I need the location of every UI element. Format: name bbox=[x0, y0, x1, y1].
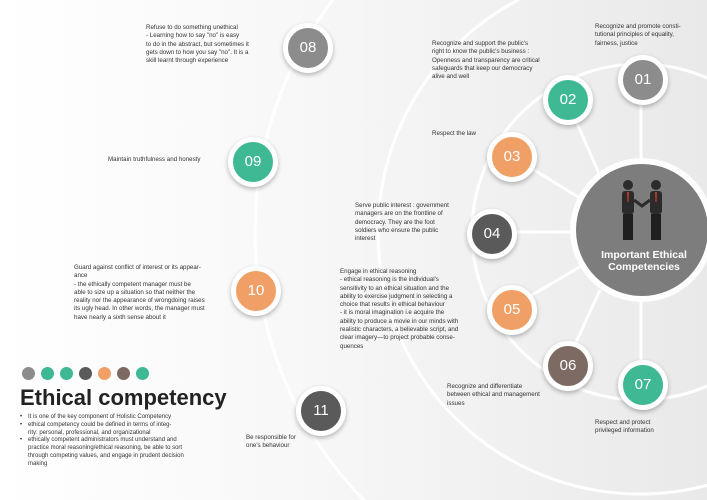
person-right-legs bbox=[651, 214, 661, 240]
label-line: fairness, justice bbox=[595, 39, 638, 47]
node-09: 09 bbox=[228, 137, 278, 187]
label-line: realistic characters, a believable script, and bbox=[340, 326, 459, 334]
label-line: - Learning how to say "no" is easy bbox=[146, 32, 240, 40]
handshake-arms bbox=[634, 200, 650, 206]
label-line: issues bbox=[447, 399, 465, 407]
bullet-item bbox=[20, 414, 248, 422]
label-line: soldiers who ensure the public bbox=[355, 226, 439, 234]
label-line: its ugly head. In other words, the manager must bbox=[74, 305, 205, 313]
label-line: Recognize and differentiate bbox=[447, 383, 523, 390]
color-dot bbox=[79, 367, 92, 380]
label-line: tutional principles of equality, bbox=[595, 31, 674, 39]
label-11 bbox=[246, 434, 316, 451]
node-06: 06 bbox=[543, 341, 593, 391]
label-02 bbox=[432, 40, 572, 81]
label-06 bbox=[447, 383, 557, 408]
bullet-line: through competing values, and engage in prudent decision bbox=[28, 452, 184, 459]
bullet-line: rity: personal, professional, and organizational bbox=[28, 429, 151, 436]
label-line: Maintain truthfulness and honesty bbox=[108, 156, 201, 163]
color-dot bbox=[60, 367, 73, 380]
label-line: ability to exercise judgment in selecting a bbox=[340, 292, 453, 300]
label-line: gets down to how you say "no". It is a bbox=[146, 48, 249, 56]
node-08: 08 bbox=[283, 23, 333, 73]
section-bullets bbox=[20, 414, 248, 469]
label-line: choice that results in ethical behaviour bbox=[340, 301, 445, 309]
label-line: one's behaviour bbox=[246, 442, 290, 450]
bullet-line: • ethical competency could be defined in terms of integ- bbox=[28, 421, 172, 428]
color-dots bbox=[22, 367, 149, 380]
person-right-head bbox=[651, 180, 661, 190]
bullet-line: • It is one of the key component of Holistic Competency bbox=[28, 414, 172, 420]
bullet-line: making bbox=[28, 460, 48, 467]
label-line: democracy. They are the foot bbox=[355, 218, 435, 226]
label-line: between ethical and management bbox=[447, 391, 540, 399]
label-line: Respect the law bbox=[432, 130, 477, 137]
color-dot bbox=[22, 367, 35, 380]
label-line: sensitivity to an ethical situation and the bbox=[340, 284, 450, 292]
section-title: Ethical competency bbox=[20, 385, 227, 410]
label-line: ance bbox=[74, 272, 88, 280]
label-line: right to know the public's business : bbox=[432, 48, 530, 56]
label-10 bbox=[74, 264, 229, 322]
label-09 bbox=[108, 156, 228, 164]
label-line: alive and well bbox=[432, 73, 470, 81]
node-05: 05 bbox=[487, 285, 537, 335]
node-11: 11 bbox=[296, 386, 346, 436]
label-01 bbox=[595, 23, 703, 48]
color-dot bbox=[117, 367, 130, 380]
label-line: reality nor the appearance of wrongdoing raises bbox=[74, 297, 205, 305]
label-line: Refuse to do something unethical bbox=[146, 24, 238, 31]
bullet-line: practice moral reasoning/ethical reasoning, be able to sort bbox=[28, 445, 183, 452]
label-line: skill learnt through experience bbox=[146, 57, 229, 65]
color-dot bbox=[136, 367, 149, 380]
node-01: 01 bbox=[618, 55, 668, 105]
label-line: Guard against conflict of interest or its appear- bbox=[74, 264, 201, 271]
label-line: interest bbox=[355, 235, 376, 243]
node-07: 07 bbox=[618, 360, 668, 410]
label-line: able to size up a situation so that neither the bbox=[74, 288, 196, 296]
bullet-line: • ethically competent administrators must understand and bbox=[28, 437, 177, 444]
hub-title: Important Ethical Competencies bbox=[601, 249, 687, 273]
label-line: Recognize and support the public's bbox=[432, 40, 529, 47]
node-03: 03 bbox=[487, 132, 537, 182]
label-line: - the ethically competent manager must be bbox=[74, 280, 191, 288]
label-line: Recognize and promote consti- bbox=[595, 23, 681, 30]
label-line: quences bbox=[340, 342, 364, 350]
label-line: Engage in ethical reasoning bbox=[340, 268, 417, 275]
label-line: to do in the abstract, but sometimes it bbox=[146, 40, 249, 48]
bullet-item bbox=[20, 422, 248, 438]
label-line: Serve public interest : government bbox=[355, 202, 449, 209]
label-line: Respect and protect bbox=[595, 419, 651, 426]
label-05 bbox=[340, 268, 485, 351]
person-left-head bbox=[623, 180, 633, 190]
label-line: - it is moral imagination i.e acquire the bbox=[340, 309, 445, 317]
person-left-legs bbox=[623, 214, 633, 240]
color-dot bbox=[98, 367, 111, 380]
label-08 bbox=[146, 24, 278, 65]
label-line: ability to produce a movie in our minds with bbox=[340, 317, 459, 325]
bullet-item bbox=[20, 437, 248, 468]
color-dot bbox=[41, 367, 54, 380]
label-line: managers are on the frontline of bbox=[355, 210, 443, 218]
label-line: have nearly a sixth sense about it bbox=[74, 313, 166, 321]
label-line: clear imagery—to project probable conse- bbox=[340, 334, 455, 342]
label-04 bbox=[355, 202, 467, 243]
node-10: 10 bbox=[231, 266, 281, 316]
businessmen-handshake-icon bbox=[612, 176, 672, 246]
node-04: 04 bbox=[467, 209, 517, 259]
label-line: Be responsible for bbox=[246, 434, 296, 441]
label-line: - ethical reasoning is the individual's bbox=[340, 276, 439, 284]
label-line: safeguards that keep our democracy bbox=[432, 64, 533, 72]
label-line: privileged information bbox=[595, 427, 654, 435]
label-07 bbox=[595, 419, 695, 436]
node-02: 02 bbox=[543, 75, 593, 125]
label-line: Openness and transparency are critical bbox=[432, 56, 540, 64]
label-03 bbox=[432, 130, 522, 138]
